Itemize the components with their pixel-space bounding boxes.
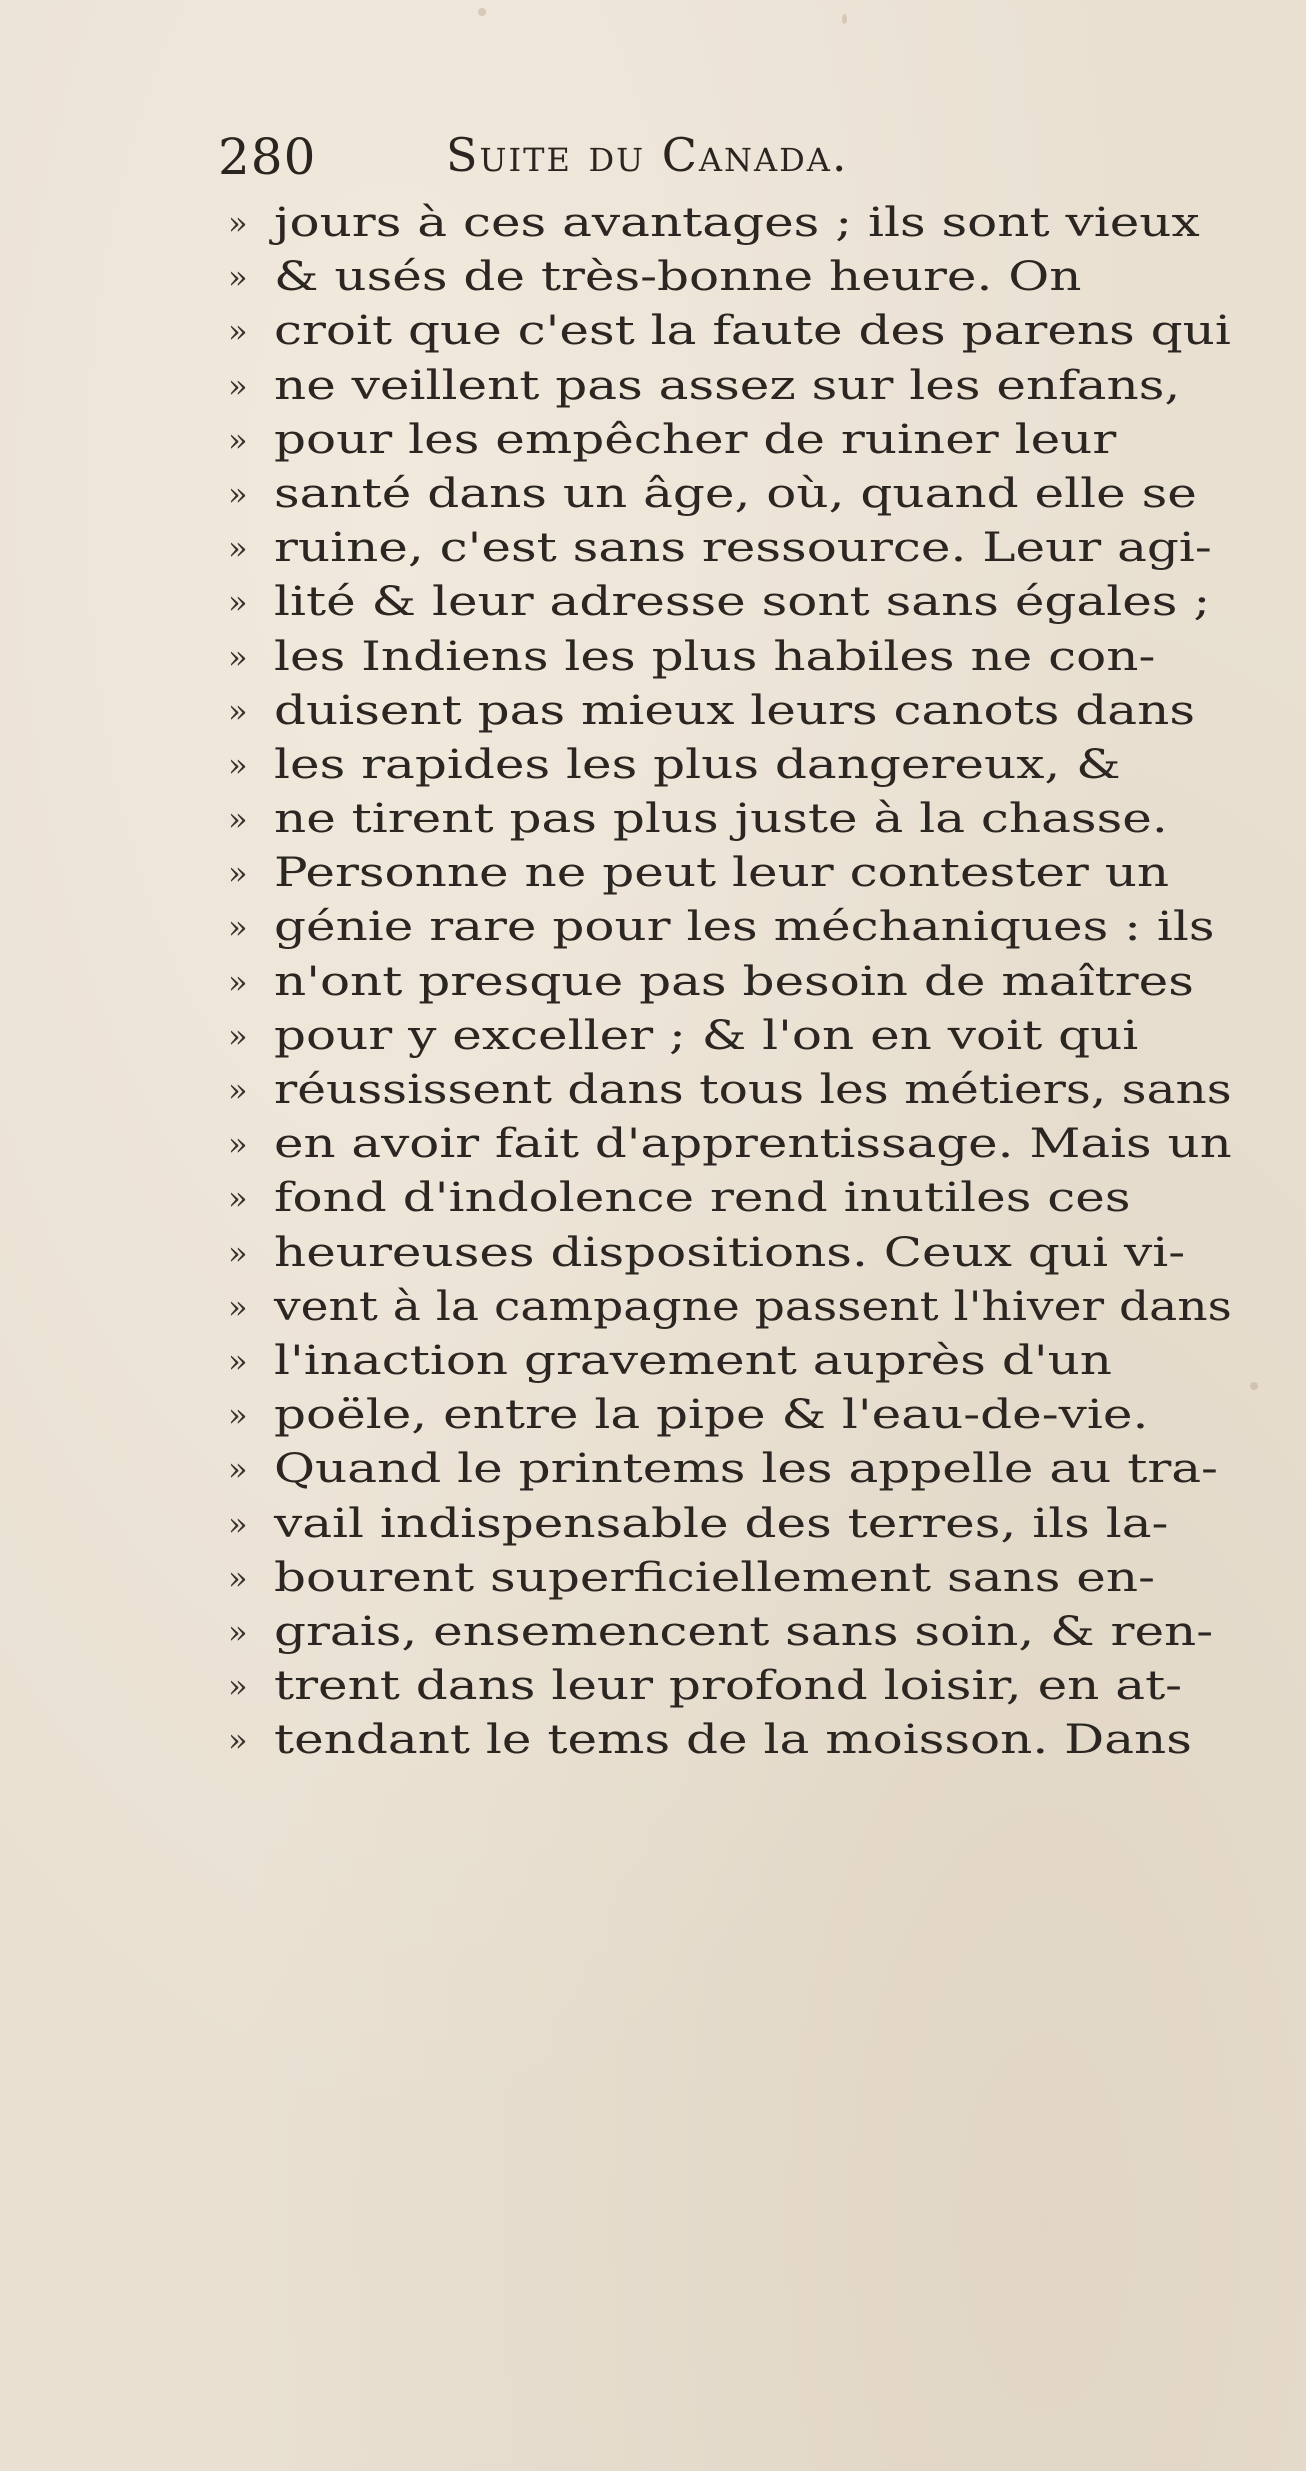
text-line (228, 304, 1238, 358)
text-line (228, 1009, 1238, 1063)
text-line (228, 1171, 1238, 1225)
quotation-mark: » (228, 1450, 248, 1489)
line-text: pour y exceller ; & l'on en voit qui (274, 1012, 1139, 1059)
line-text: ruine, c'est sans ressource. Leur agi- (274, 525, 1212, 572)
quotation-mark: » (228, 1287, 248, 1326)
line-text: duisent pas mieux leurs canots dans (274, 687, 1195, 734)
line-text: réussissent dans tous les métiers, sans (274, 1067, 1232, 1113)
quotation-mark: » (228, 800, 248, 839)
quotation-mark: » (228, 1612, 248, 1651)
quotation-mark: » (228, 637, 248, 676)
text-line (228, 575, 1238, 629)
line-text: les Indiens les plus habiles ne con- (274, 633, 1156, 680)
text-line (228, 1551, 1238, 1605)
line-text: vail indispensable des terres, ils la- (274, 1500, 1169, 1547)
text-line (228, 846, 1238, 900)
quotation-mark: » (228, 204, 248, 242)
text-line (228, 1659, 1238, 1713)
paper-stain (478, 8, 486, 16)
text-line (228, 1117, 1238, 1171)
line-text: ne veillent pas assez sur les enfans, (274, 362, 1181, 409)
quotation-mark: » (228, 366, 248, 405)
line-text: génie rare pour les méchaniques : ils (274, 904, 1215, 951)
quotation-mark: » (228, 529, 248, 568)
text-line (228, 1713, 1238, 1767)
text-line (228, 359, 1238, 413)
text-line (228, 1442, 1238, 1496)
line-text: & usés de très-bonne heure. On (274, 254, 1082, 301)
quotation-mark: » (228, 1125, 248, 1164)
running-title: Suite du Canada. (446, 128, 849, 182)
text-line (228, 630, 1238, 684)
line-text: jours à ces avantages ; ils sont vieux (274, 200, 1200, 246)
quotation-mark: » (228, 745, 248, 784)
text-line (228, 1280, 1238, 1334)
text-line (228, 1334, 1238, 1388)
line-text: grais, ensemencent sans soin, & ren- (274, 1608, 1214, 1655)
quotation-mark: » (228, 962, 248, 1001)
quotation-mark: » (228, 1016, 248, 1055)
quotation-mark: » (228, 1721, 248, 1760)
quotation-mark: » (228, 691, 248, 730)
paper-stain (1250, 1382, 1258, 1390)
quotation-mark: » (228, 908, 248, 947)
quotation-mark: » (228, 1071, 248, 1109)
text-line (228, 1605, 1238, 1659)
line-text: pour les empêcher de ruiner leur (274, 416, 1117, 463)
quotation-mark: » (228, 420, 248, 459)
quotation-mark: » (228, 854, 248, 893)
text-line (228, 1388, 1238, 1442)
quotation-mark: » (228, 1233, 248, 1272)
quotation-mark: » (228, 312, 248, 351)
quotation-mark: » (228, 1558, 248, 1597)
line-text: heureuses dispositions. Ceux qui vi- (274, 1229, 1186, 1276)
line-text: Quand le printems les appelle au tra- (274, 1446, 1218, 1493)
line-text: trent dans leur profond loisir, en at- (274, 1663, 1183, 1710)
quotation-mark: » (228, 1504, 248, 1543)
line-text: fond d'indolence rend inutiles ces (274, 1175, 1131, 1222)
quotation-mark: » (228, 583, 248, 622)
quotation-mark: » (228, 1396, 248, 1435)
page-number: 280 (218, 128, 317, 186)
quotation-mark: » (228, 1179, 248, 1218)
text-line (228, 467, 1238, 521)
paper-stain (842, 14, 847, 24)
line-text: l'inaction gravement auprès d'un (274, 1337, 1112, 1384)
quotation-mark: » (228, 258, 248, 297)
line-text: les rapides les plus dangereux, & (274, 741, 1121, 788)
text-line (228, 900, 1238, 954)
text-line (228, 521, 1238, 575)
line-text: poële, entre la pipe & l'eau-de-vie. (274, 1392, 1149, 1439)
line-text: bourent superficiellement sans en- (274, 1554, 1155, 1601)
quotation-mark: » (228, 474, 248, 513)
quotation-mark: » (228, 1667, 248, 1706)
line-text: n'ont presque pas besoin de maîtres (274, 958, 1194, 1005)
text-line (228, 1063, 1238, 1117)
text-line (228, 196, 1238, 250)
line-text: Personne ne peut leur contester un (274, 850, 1170, 897)
page-header (218, 128, 1218, 192)
line-text: tendant le tems de la moisson. Dans (274, 1717, 1192, 1764)
quotation-mark: » (228, 1341, 248, 1380)
text-line (228, 955, 1238, 1009)
body-text (228, 196, 1238, 1767)
text-line (228, 684, 1238, 738)
line-text: vent à la campagne passent l'hiver dans (274, 1283, 1232, 1330)
line-text: lité & leur adresse sont sans égales ; (274, 579, 1211, 626)
line-text: ne tirent pas plus juste à la chasse. (274, 796, 1168, 843)
text-line (228, 250, 1238, 304)
text-line (228, 792, 1238, 846)
text-line (228, 1497, 1238, 1551)
line-text: santé dans un âge, où, quand elle se (274, 470, 1197, 517)
text-line (228, 1226, 1238, 1280)
text-line (228, 738, 1238, 792)
line-text: en avoir fait d'apprentissage. Mais un (274, 1121, 1232, 1168)
text-line (228, 413, 1238, 467)
line-text: croit que c'est la faute des parens qui (274, 308, 1231, 355)
